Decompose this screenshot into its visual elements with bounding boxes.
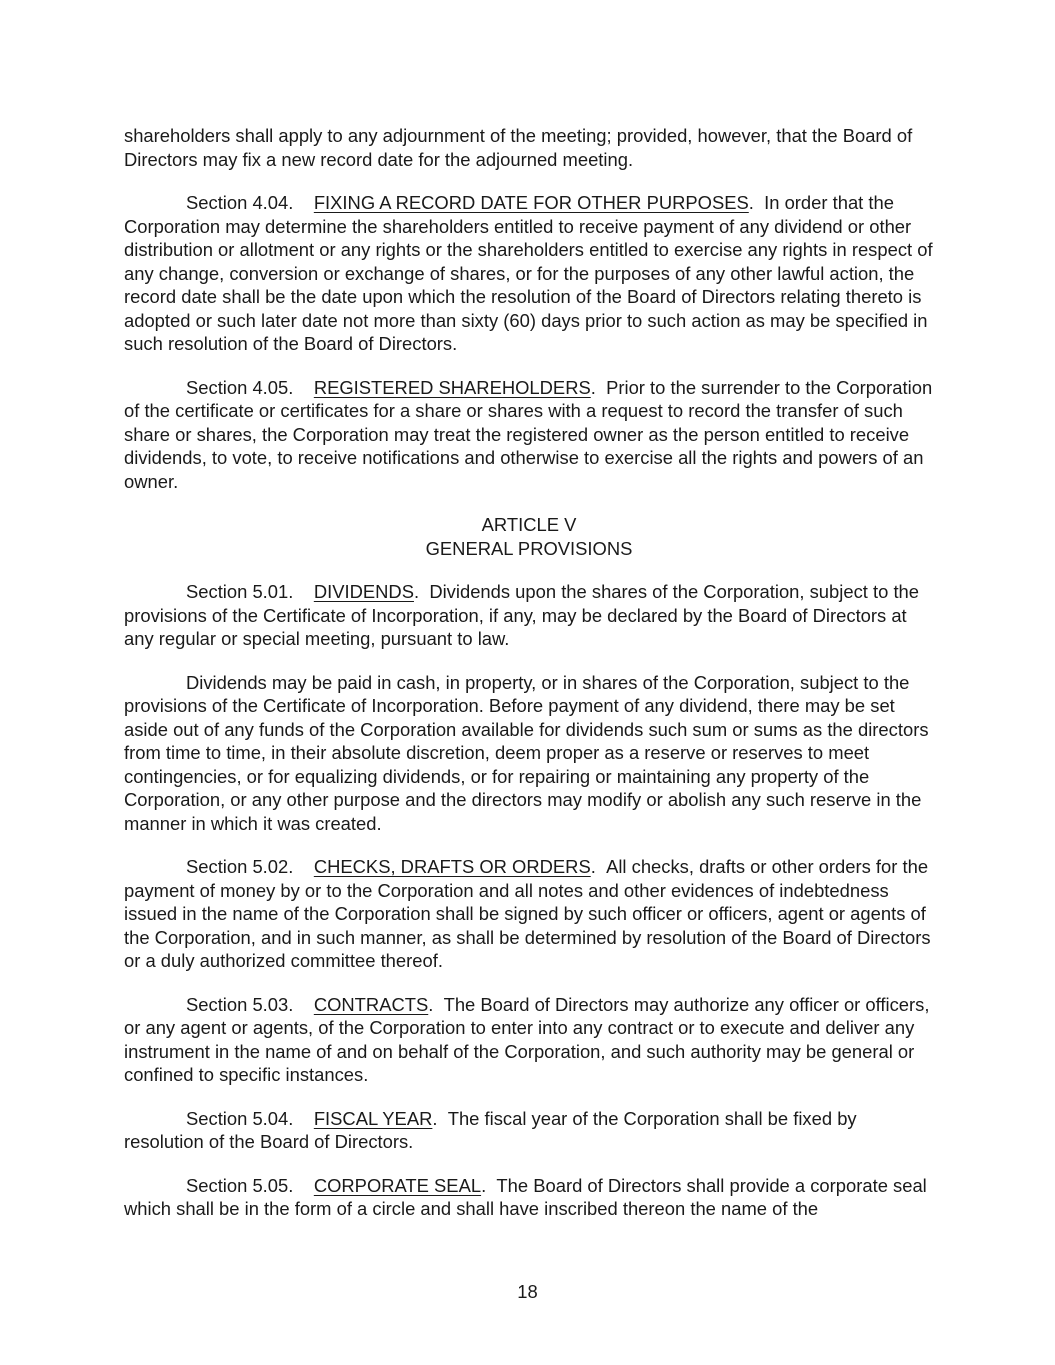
section-5-01: Section 5.01. DIVIDENDS. Dividends upon the shares of the Corporation, subject to the provisions of the Certificate of Incorporation, if any, may be declared by the Board of Directors at any regular or special meeting, pursuant to law. [124,581,920,649]
section-number: Section 5.05. [186,1174,294,1196]
article-heading [124,513,934,560]
carryover-text: shareholders shall apply to any adjournment of the meeting; provided, however, that the Board of Directors may fix a new record date for the adjourned meeting. [124,125,913,170]
page-number: 18 [517,1281,538,1302]
section-text: Prior to the surrender to the Corporation of the certificate or certificates for a share or shares with a request to record the transfer of such share or shares, the Corporation may treat the registered owner as the person entitled to receive dividends, to vote, to receive notifications and otherwise to exercise all the rights and powers of an owner. [124,376,933,492]
section-number: Section 4.05. [186,376,294,398]
carryover-paragraph [124,124,934,171]
section-text: In order that the Corporation may determine the shareholders entitled to receive payment of any dividend or other distribution or allotment or any rights or the shareholders entitled to exercise any rights in respect of any change, conversion or exchange of shares, or for the purposes of any other lawful action, the record date shall be the date upon which the resolution of the Board of Directors relating thereto is adopted or such later date not more than sixty (60) days prior to such action as may be specified in such resolution of the Board of Directors. [124,192,933,354]
section-5-05: Section 5.05. CORPORATE SEAL. The Board of Directors shall provide a corporate seal which shall be in the form of a circle and shall have inscribed thereon the name of the [124,1174,927,1219]
section-text: The fiscal year of the Corporation shall be fixed by resolution of the Board of Directors. [124,1107,857,1152]
section-title: CONTRACTS [313,993,429,1015]
section-title: CHECKS, DRAFTS OR ORDERS [313,856,591,877]
article-title: GENERAL PROVISIONS [425,537,633,559]
section-number: Section 5.03. [186,993,294,1015]
section-4-05: Section 4.05. REGISTERED SHAREHOLDERS. Prior to the surrender to the Corporation of the certificate or certificates for a share or shares with a request to record the transfer of such share or shares, the Corporation may treat the registered owner as the person entitled to receive dividends, to vote, to receive notifications and otherwise to exercise all the rights and powers of an owner. [124,376,933,492]
section-5-01-continued [124,671,934,836]
section-5-02: Section 5.02. CHECKS, DRAFTS OR ORDERS. All checks, drafts or other orders for the payment of money by or to the Corporation and all notes and other evidences of indebtedness issued in the name of the Corporation shall be signed by such officer or officers, agent or agents of the Corporation, and in such manner, as shall be determined by resolution of the Board of Directors or a duly authorized committee thereof. [124,856,931,971]
section-title: REGISTERED SHAREHOLDERS [313,376,591,398]
section-number: Section 5.02. [186,856,294,877]
section-5-03: Section 5.03. CONTRACTS. The Board of Directors may authorize any officer or officers, or any agent or agents, of the Corporation to enter into any contract or to execute and deliver any instrument in the name of and on behalf of the Corporation, and such authority may be general or confined to specific instances. [124,993,930,1085]
section-number: Section 5.01. [186,581,294,602]
section-title: FISCAL YEAR [313,1107,433,1129]
article-number: ARTICLE V [481,514,577,535]
section-5-04: Section 5.04. FISCAL YEAR. The fiscal year of the Corporation shall be fixed by resolution of the Board of Directors. [124,1107,857,1152]
section-text: The Board of Directors may authorize any officer or officers, or any agent or agents, of the Corporation to enter into any contract or to execute and deliver any instrument in the name of and on behalf of the Corporation, and such authority may be general or confined to specific instances. [124,993,930,1085]
section-title: DIVIDENDS [313,581,414,602]
section-text: The Board of Directors shall provide a corporate seal which shall be in the form of a circle and shall have inscribed thereon the name of the [124,1174,927,1219]
section-number: Section 5.04. [186,1107,294,1129]
page-body [124,124,934,1241]
section-text: All checks, drafts or other orders for the payment of money by or to the Corporation and all notes and other evidences of indebtedness issued in the name of the Corporation shall be signed by such officer or officers, agent or agents of the Corporation, and in such manner, as shall be determined by resolution of the Board of Directors or a duly authorized committee thereof. [124,856,931,971]
section-text: Dividends upon the shares of the Corporation, subject to the provisions of the Certificate of Incorporation, if any, may be declared by the Board of Directors at any regular or special meeting, pursuant to law. [124,581,920,649]
section-4-04: Section 4.04. FIXING A RECORD DATE FOR OTHER PURPOSES. In order that the Corporation may determine the shareholders entitled to receive payment of any dividend or other distribution or allotment or any rights or the shareholders entitled to exercise any rights in respect of any change, conversion or exchange of shares, or for the purposes of any other lawful action, the record date shall be the date upon which the resolution of the Board of Directors relating thereto is adopted or such later date not more than sixty (60) days prior to such action as may be specified in such resolution of the Board of Directors. [124,192,933,354]
section-number: Section 4.04. [186,192,294,213]
section-title: FIXING A RECORD DATE FOR OTHER PURPOSES [313,192,749,213]
section-title: CORPORATE SEAL [313,1174,482,1196]
section-text: Dividends may be paid in cash, in property, or in shares of the Corporation, subject to the provisions of the Certificate of Incorporation. Before payment of any dividend, there may be set aside out of any funds of the Corporation available for dividends such sum or sums as the directors from time to time, in their absolute discretion, deem proper as a reserve or reserves to meet contingencies, or for equalizing dividends, or for repairing or maintaining any property of the Corporation, or any other purpose and the directors may modify or abolish any such reserve in the manner in which it was created. [124,671,929,834]
